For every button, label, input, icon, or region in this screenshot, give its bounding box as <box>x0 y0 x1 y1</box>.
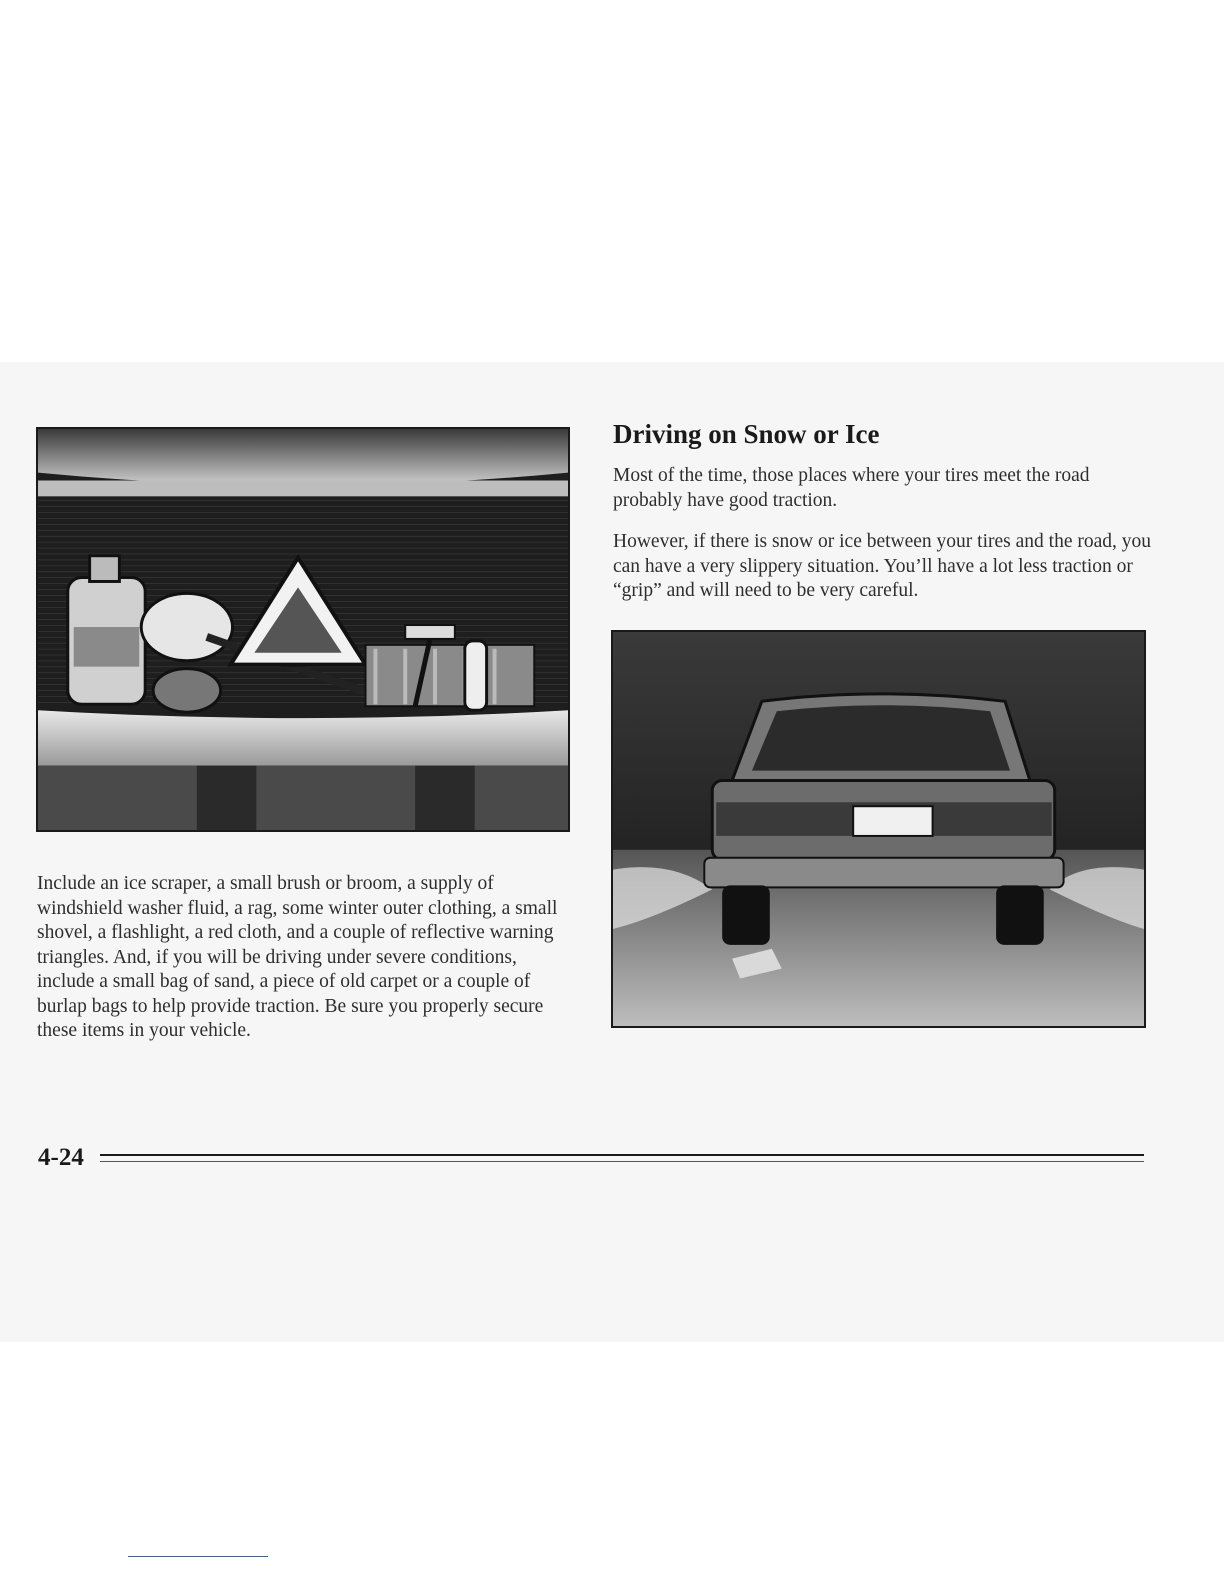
right-tire <box>996 885 1044 944</box>
washer-fluid-jug <box>68 556 145 705</box>
left-tire <box>722 885 770 944</box>
paragraph-supplies: Include an ice scraper, a small brush or broom, a supply of windshield washer fluid, a rag, some winter outer clothing, a small shovel, a flashlight, a red cloth, and a couple of reflective warning triangles. And, if you will be driving under severe conditions, include a small bag of sand, a piece of old carpet or a couple of burlap bags to help provide traction. Be sure you properly secure these items in your vehicle. <box>37 873 558 1041</box>
section-heading: Driving on Snow or Ice <box>613 419 880 449</box>
footer-rule-thin <box>100 1161 1144 1162</box>
flashlight <box>465 641 487 710</box>
bottom-underline <box>128 1556 268 1557</box>
brush <box>153 669 220 713</box>
rear-bumper <box>38 710 568 765</box>
paragraph-slippery: However, if there is snow or ice between your tires and the road, you can have a very slippery situation. You’ll have a lot less traction or “grip” and will need to be very careful. <box>613 531 1152 601</box>
car-on-ice-illustration <box>611 630 1146 1028</box>
trunk-lid <box>38 429 568 485</box>
trunk-supplies-illustration <box>36 427 570 832</box>
carpet <box>366 645 535 706</box>
trunk-illustration-svg <box>38 429 568 830</box>
footer-rule <box>100 1154 1144 1156</box>
page-number: 4-24 <box>38 1144 84 1171</box>
license-plate <box>853 806 932 836</box>
paragraph-traction: Most of the time, those places where your tires meet the road probably have good traction. <box>613 465 1090 511</box>
car-illustration-svg <box>613 632 1144 1026</box>
